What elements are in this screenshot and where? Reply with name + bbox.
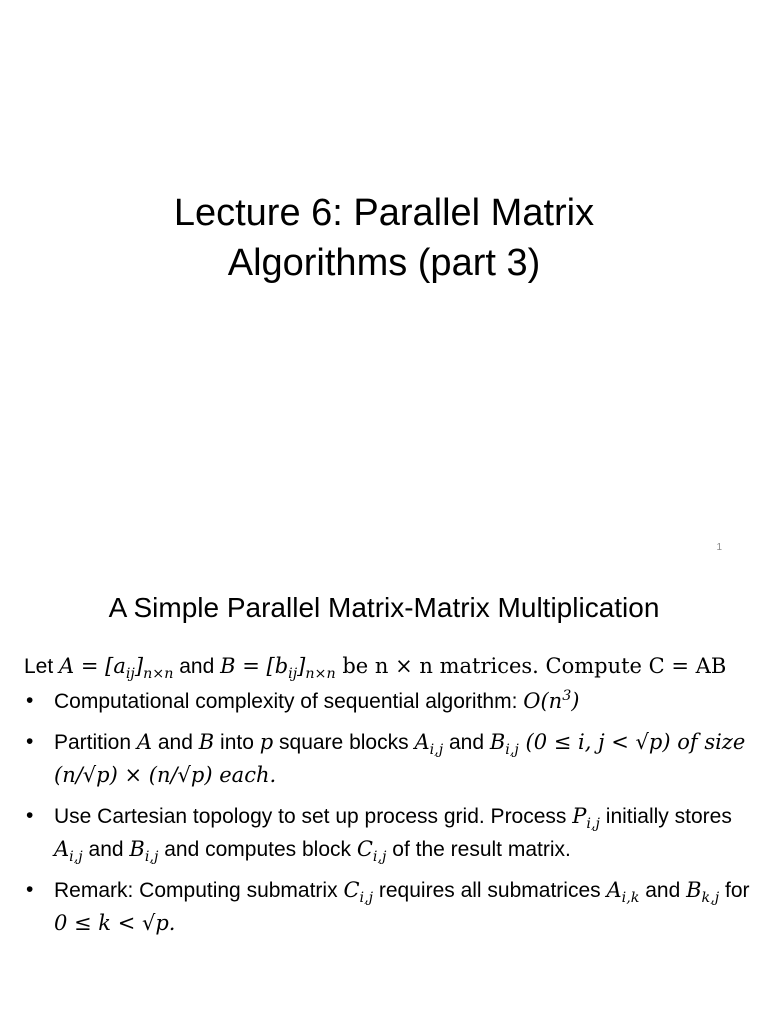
intro-paragraph [24, 650, 754, 683]
lecture-title-line-1: Lecture 6: Parallel Matrix [173, 192, 595, 234]
slide-body [24, 650, 754, 948]
list-item: • Partition A and B into p square blocks $A_{i,j}$ and $B_{i,j}$ (0 ≤ i, j < √p) of size (n/√p) × (n/√p) each. [24, 726, 754, 792]
bullet-icon: • [26, 878, 34, 901]
lecture-title-line-2: Algorithms (part 3) [227, 242, 541, 284]
page-number: 1 [716, 542, 722, 553]
slide-2 [0, 566, 768, 1024]
list-item: • Computational complexity of sequential algorithm: $O(n^3)$ [24, 685, 754, 718]
matrix-a-definition: $A = [a_{ij}]_{n\times n}$ [59, 654, 174, 683]
intro-text: Let [24, 655, 60, 678]
list-item: • Use Cartesian topology to set up process grid. Process $P_{i,j}$ initially stores $A_{i,j}$ and $B_{i,j}$ and computes block $C_{i,j}$ of the result matrix. [24, 800, 754, 866]
bullet-icon: • [26, 804, 34, 827]
matrix-b-definition: $B = [b_{ij}]_{n\times n}$ [220, 654, 336, 683]
bullet-list [24, 685, 754, 940]
lecture-title [0, 188, 768, 288]
intro-and: and [173, 655, 221, 678]
intro-tail: be n × n matrices. Compute C = AB [335, 654, 727, 678]
bullet-icon: • [26, 689, 34, 712]
bullet-icon: • [26, 730, 34, 753]
list-item: • Remark: Computing submatrix $C_{i,j}$ requires all submatrices $A_{i,k}$ and $B_{k,j}$ for 0 ≤ k < √p. [24, 874, 754, 940]
slide-title: A Simple Parallel Matrix-Matrix Multiplication [108, 592, 660, 623]
